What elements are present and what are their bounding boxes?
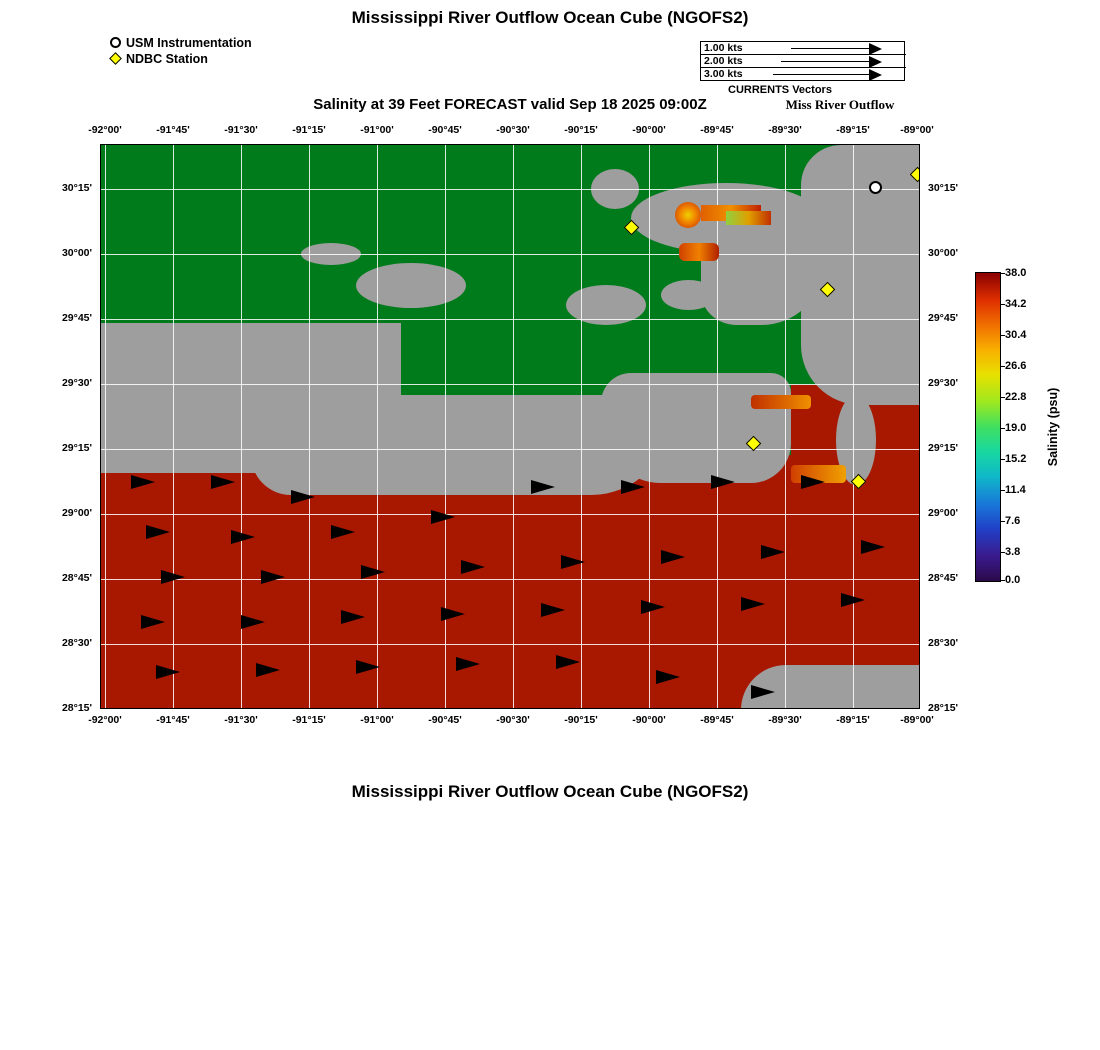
lat-tick-left: 28°30' (61, 637, 92, 649)
current-vector (641, 600, 665, 614)
lon-tick-top: -89°15' (836, 124, 870, 136)
lat-tick-right: 29°30' (928, 377, 959, 389)
salinity-plume-patch (679, 243, 719, 261)
current-vector (256, 663, 280, 677)
land-mass-lake-shore (701, 215, 821, 325)
current-vector (441, 607, 465, 621)
lat-tick-left: 29°15' (61, 442, 92, 454)
current-vector (141, 615, 165, 629)
current-vector (741, 597, 765, 611)
current-vector (761, 545, 785, 559)
lon-tick-top: -92°00' (88, 124, 122, 136)
map-canvas[interactable] (100, 144, 920, 709)
colorbar-tick: 15.2 (1005, 453, 1027, 465)
vector-key-label: 3.00 kts (704, 68, 743, 80)
current-vector (331, 525, 355, 539)
lon-tick-bottom: -91°00' (360, 714, 394, 726)
lon-tick-top: -90°15' (564, 124, 598, 136)
vector-key-row (701, 55, 906, 68)
current-vector (356, 660, 380, 674)
gridline-latitude (101, 449, 919, 450)
lon-tick-top: -91°00' (360, 124, 394, 136)
current-vector (261, 570, 285, 584)
lon-tick-bottom: -90°30' (496, 714, 530, 726)
vector-arrow-shaft (781, 61, 869, 62)
land-mass-island-b (356, 263, 466, 308)
vector-key-row (701, 68, 906, 81)
colorbar-gradient (975, 272, 1001, 582)
gridline-longitude (105, 145, 106, 708)
current-vector (751, 685, 775, 699)
lon-tick-bottom: -91°15' (292, 714, 326, 726)
colorbar-tick: 38.0 (1005, 267, 1027, 279)
lat-tick-left: 30°15' (61, 182, 92, 194)
colorbar-tick: 3.8 (1005, 546, 1021, 558)
current-vector (131, 475, 155, 489)
lon-tick-top: -89°30' (768, 124, 802, 136)
gridline-latitude (101, 644, 919, 645)
legend-item-label: NDBC Station (126, 52, 208, 66)
current-vector (541, 603, 565, 617)
gridline-longitude (513, 145, 514, 708)
legend-item-ndbc (108, 52, 252, 67)
current-vector (556, 655, 580, 669)
legend-item-usm (108, 36, 252, 51)
gridline-longitude (717, 145, 718, 708)
current-vector (861, 540, 885, 554)
vector-key-label: 1.00 kts (704, 42, 743, 54)
colorbar-tick: 7.6 (1005, 515, 1021, 527)
lon-tick-bottom: -89°45' (700, 714, 734, 726)
current-vector (531, 480, 555, 494)
colorbar-tick: 26.6 (1005, 360, 1027, 372)
current-vector (291, 490, 315, 504)
currents-vectors-caption: CURRENTS Vectors (728, 84, 832, 96)
gridline-longitude (581, 145, 582, 708)
current-vector (461, 560, 485, 574)
gridline-longitude (173, 145, 174, 708)
page-title: Mississippi River Outflow Ocean Cube (NGOFS2) (351, 8, 749, 27)
diamond-marker-icon (108, 52, 126, 67)
lon-tick-bottom: -92°00' (88, 714, 122, 726)
colorbar-tick: 0.0 (1005, 574, 1021, 586)
usm-instrumentation-marker[interactable] (869, 181, 882, 194)
current-vector (841, 593, 865, 607)
land-mass-island-d (661, 280, 716, 310)
land-mass-delta-plain (601, 373, 791, 483)
vector-arrow-head-icon (869, 56, 882, 68)
current-vector (361, 565, 385, 579)
salinity-plume-patch (675, 202, 701, 228)
current-vector (231, 530, 255, 544)
lat-tick-right: 29°00' (928, 507, 959, 519)
lon-tick-top: -90°30' (496, 124, 530, 136)
map-plot-area (101, 145, 919, 708)
current-vector (661, 550, 685, 564)
circle-marker-icon (108, 36, 126, 51)
vector-arrow-head-icon (869, 69, 882, 81)
gridline-longitude (649, 145, 650, 708)
lon-tick-bottom: -90°15' (564, 714, 598, 726)
gridline-latitude (101, 189, 919, 190)
gridline-latitude (101, 514, 919, 515)
gridline-latitude (101, 384, 919, 385)
lat-tick-right: 29°45' (928, 312, 959, 324)
lat-tick-left: 28°45' (61, 572, 92, 584)
gridline-latitude (101, 254, 919, 255)
current-vector (211, 475, 235, 489)
lon-tick-top: -89°45' (700, 124, 734, 136)
gridline-longitude (309, 145, 310, 708)
current-vector (801, 475, 825, 489)
current-vector (431, 510, 455, 524)
colorbar-tick: 22.8 (1005, 391, 1027, 403)
lon-tick-bottom: -91°45' (156, 714, 190, 726)
lon-tick-top: -91°15' (292, 124, 326, 136)
vector-key-row (701, 42, 906, 55)
lon-tick-top: -91°45' (156, 124, 190, 136)
lat-tick-left: 29°00' (61, 507, 92, 519)
gridline-longitude (377, 145, 378, 708)
current-vector-key (700, 41, 905, 81)
lon-tick-top: -89°00' (900, 124, 934, 136)
lon-tick-top: -90°00' (632, 124, 666, 136)
lon-tick-bottom: -89°15' (836, 714, 870, 726)
lon-tick-bottom: -90°00' (632, 714, 666, 726)
current-vector (341, 610, 365, 624)
lon-tick-bottom: -91°30' (224, 714, 258, 726)
colorbar-tick: 11.4 (1005, 484, 1026, 496)
lon-tick-bottom: -89°00' (900, 714, 934, 726)
gridline-latitude (101, 319, 919, 320)
current-vector (241, 615, 265, 629)
gridline-longitude (785, 145, 786, 708)
lat-tick-left: 28°15' (61, 702, 92, 714)
gridline-longitude (919, 145, 920, 708)
current-vector (621, 480, 645, 494)
current-vector (156, 665, 180, 679)
map-subtitle: Salinity at 39 Feet FORECAST valid Sep 18 2025 09:00Z (313, 96, 707, 113)
vector-arrow-shaft (773, 74, 869, 75)
lat-tick-right: 30°00' (928, 247, 959, 259)
colorbar-tick: 19.0 (1005, 422, 1027, 434)
lat-tick-left: 29°30' (61, 377, 92, 389)
map-legend (108, 36, 252, 68)
miss-river-outflow-caption: Miss River Outflow (785, 97, 895, 112)
salinity-plume-patch (751, 395, 811, 409)
lat-tick-left: 29°45' (61, 312, 92, 324)
current-vector (711, 475, 735, 489)
colorbar-tick: 34.2 (1005, 298, 1027, 310)
lon-tick-top: -91°30' (224, 124, 258, 136)
lat-tick-right: 30°15' (928, 182, 959, 194)
gridline-longitude (853, 145, 854, 708)
lat-tick-right: 29°15' (928, 442, 959, 454)
gridline-longitude (445, 145, 446, 708)
current-vector (561, 555, 585, 569)
current-vector (656, 670, 680, 684)
colorbar-tick: 30.4 (1005, 329, 1027, 341)
vector-arrow-head-icon (869, 43, 882, 55)
lat-tick-left: 30°00' (61, 247, 92, 259)
lat-tick-right: 28°30' (928, 637, 959, 649)
salinity-plume-patch (726, 211, 771, 225)
current-vector (456, 657, 480, 671)
current-vector (146, 525, 170, 539)
lat-tick-right: 28°15' (928, 702, 959, 714)
colorbar-title: Salinity (psu) (1046, 387, 1060, 467)
legend-item-label: USM Instrumentation (126, 36, 252, 50)
lon-tick-bottom: -90°45' (428, 714, 462, 726)
vector-arrow-shaft (791, 48, 869, 49)
vector-key-label: 2.00 kts (704, 55, 743, 67)
lon-tick-bottom: -89°30' (768, 714, 802, 726)
lon-tick-top: -90°45' (428, 124, 462, 136)
gridline-latitude (101, 579, 919, 580)
current-vector (161, 570, 185, 584)
lat-tick-right: 28°45' (928, 572, 959, 584)
bottom-title: Mississippi River Outflow Ocean Cube (NGOFS2) (351, 782, 749, 801)
